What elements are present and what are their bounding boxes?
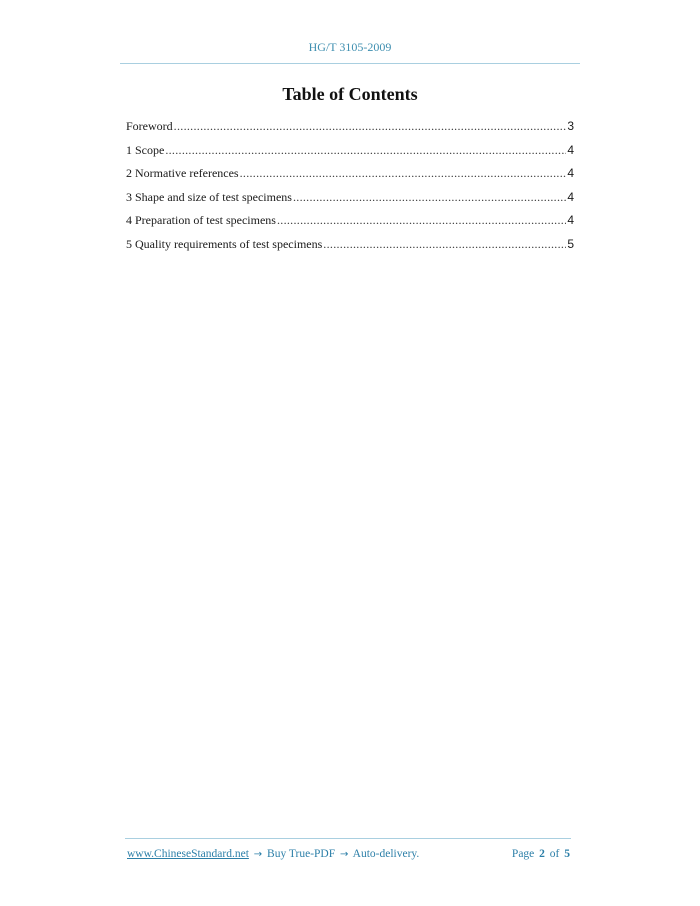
toc-dot-leader	[277, 212, 566, 229]
arrow-right-icon: →	[340, 849, 349, 860]
footer-divider	[125, 838, 571, 839]
toc-dot-leader	[174, 118, 567, 135]
toc-entry-scope[interactable]	[126, 142, 574, 166]
site-link[interactable]: www.ChineseStandard.net	[127, 848, 249, 860]
toc-entry-foreword[interactable]	[126, 118, 574, 142]
total-page-count: 5	[564, 848, 570, 860]
toc-entry-page: 5	[567, 236, 574, 251]
arrow-right-icon: →	[253, 849, 263, 860]
toc-title: Table of Contents	[282, 84, 418, 104]
toc-dot-leader	[293, 189, 566, 206]
toc-entry-page: 4	[567, 166, 574, 180]
toc-entry-label: 4 Preparation of test specimens	[126, 213, 276, 227]
toc-entry-label: Foreword	[126, 119, 173, 133]
toc-entry-shape-and-size[interactable]	[126, 189, 574, 213]
toc-entry-page: 4	[567, 213, 574, 227]
toc-dot-leader	[240, 165, 567, 182]
auto-delivery-text: Auto-delivery.	[352, 848, 420, 860]
buy-pdf-text: Buy True-PDF	[267, 848, 336, 860]
page-indicator	[512, 848, 572, 860]
footer-promo	[127, 848, 419, 860]
header-doc-number: HG/T 3105-2009	[308, 40, 392, 54]
current-page-number: 2	[539, 848, 545, 860]
toc-entry-page: 4	[567, 142, 574, 157]
page-label: Page	[511, 848, 535, 860]
toc-entry-page: 4	[567, 189, 574, 204]
header-divider	[120, 63, 580, 64]
toc-entry-label: 1 Scope	[126, 142, 165, 157]
toc-entry-label: 3 Shape and size of test specimens	[126, 189, 292, 204]
toc-entry-quality-requirements[interactable]	[126, 236, 574, 260]
toc-entry-preparation[interactable]	[126, 212, 574, 236]
toc-dot-leader	[165, 142, 566, 159]
of-label: of	[549, 848, 560, 860]
toc-entry-label: 2 Normative references	[126, 166, 239, 180]
toc-entry-normative-references[interactable]	[126, 165, 574, 189]
toc-entry-page: 3	[567, 119, 574, 133]
toc-list	[126, 118, 574, 259]
toc-dot-leader	[323, 236, 566, 253]
toc-entry-label: 5 Quality requirements of test specimens	[126, 236, 323, 251]
